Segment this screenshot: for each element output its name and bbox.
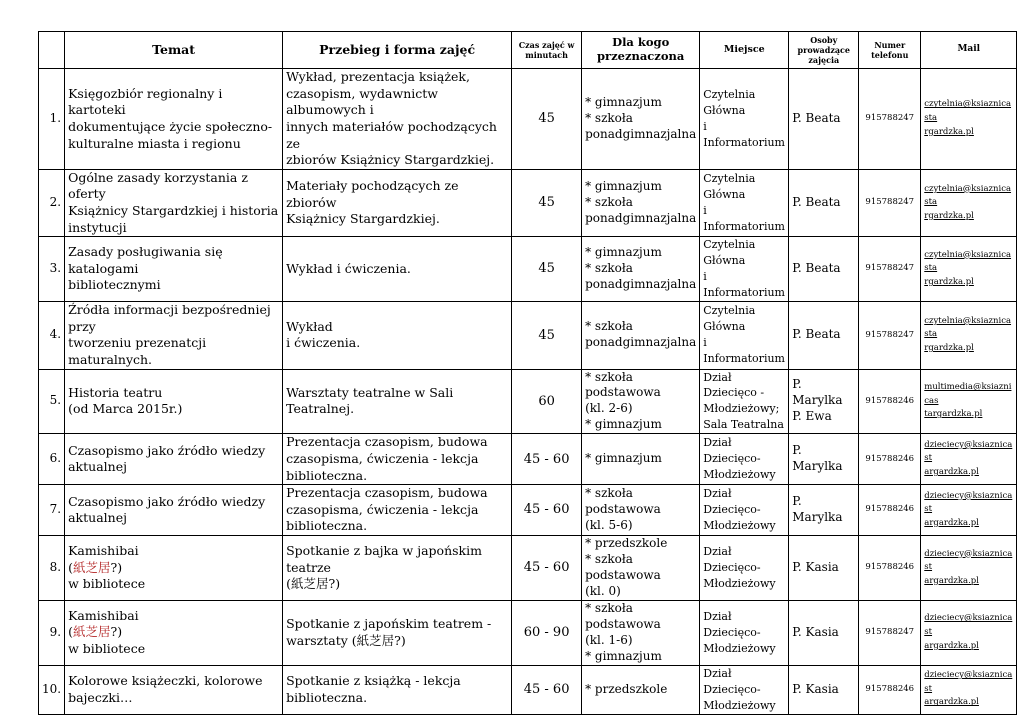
audience-line: * szkoła: [585, 319, 633, 334]
header-przebieg: Przebieg i forma zajęć: [283, 32, 512, 69]
topic-line: Kolorowe książeczki, kolorowe: [68, 672, 263, 688]
topic-line: instytucji: [68, 219, 127, 235]
course-line: innych materiałów pochodzących ze: [286, 118, 497, 151]
place-line: Młodzieżowy: [703, 576, 776, 590]
audience-line: * szkoła: [585, 110, 633, 125]
duration-cell: 60 - 90: [512, 600, 582, 665]
email-line: dzieciecy@ksiaznicast: [924, 548, 1013, 573]
phone-cell: 915788246: [859, 665, 921, 714]
topic-line: Księgozbiór regionalny i kartoteki: [68, 85, 223, 118]
course-cell: [283, 69, 512, 170]
topic-line: tworzeniu prezenatcji maturalnych.: [68, 335, 207, 367]
row-number: 1.: [39, 69, 65, 170]
topic-line: w bibliotece: [68, 576, 146, 592]
place-cell: [700, 485, 789, 536]
audience-cell: [582, 302, 700, 370]
duration-cell: 45: [512, 69, 582, 170]
email-line: rgardzka.pl: [924, 276, 974, 287]
audience-line: (kl. 2-6): [585, 401, 633, 416]
header-telefon: Numer telefonu: [859, 32, 921, 69]
topic-line: Czasopismo jako źródło wiedzy: [68, 442, 266, 458]
row-number: 2.: [39, 169, 65, 237]
instructor-cell: [789, 69, 859, 170]
audience-line: * gimnazjum: [585, 245, 662, 260]
audience-line: ponadgimnazjalna: [585, 277, 697, 292]
audience-line: * gimnazjum: [585, 179, 662, 194]
duration-cell: 45: [512, 169, 582, 237]
place-cell: [700, 665, 789, 714]
course-line: warsztaty (紙芝居?): [286, 632, 406, 648]
topic-line: dokumentujące życie społeczno-: [68, 118, 273, 134]
topic-cell: [65, 69, 283, 170]
row-number: 6.: [39, 434, 65, 485]
audience-cell: [582, 237, 700, 302]
phone-cell: 915788246: [859, 434, 921, 485]
instructor-name: P. Marylka: [792, 377, 843, 408]
kamishibai-kanji: 紙芝居: [72, 559, 111, 575]
email-link[interactable]: [921, 237, 1017, 302]
topic-line: aktualnej: [68, 459, 127, 475]
header-czas: Czas zajęć w minutach: [512, 32, 582, 69]
instructor-cell: [789, 169, 859, 237]
place-line: Młodzieżowy: [703, 641, 776, 655]
audience-line: * gimnazjum: [585, 94, 662, 109]
row-number: 10.: [39, 665, 65, 714]
place-line: Czytelnia Główna: [703, 172, 756, 202]
phone-cell: 915788246: [859, 485, 921, 536]
instructor-cell: [789, 369, 859, 434]
instructor-cell: [789, 600, 859, 665]
header-miejsce: Miejsce: [700, 32, 789, 69]
course-line: zbiorów Książnicy Stargardzkiej.: [286, 152, 495, 168]
place-cell: [700, 237, 789, 302]
email-line: rgardzka.pl: [924, 210, 974, 221]
topic-line: (紙芝居?): [68, 559, 123, 575]
topic-cell: [65, 485, 283, 536]
email-line: multimedia@ksiaznicas: [924, 382, 1012, 406]
place-line: i Informatorium: [703, 336, 785, 366]
topic-line: Zasady posługiwania się katalogami: [68, 244, 223, 276]
audience-line: * szkoła podstawowa: [585, 552, 661, 582]
instructor-cell: [789, 536, 859, 601]
course-line: biblioteczna.: [286, 689, 368, 705]
header-nr: [39, 32, 65, 69]
topic-line: Kamishibai: [68, 607, 139, 623]
instructor-name: P. Beata: [792, 110, 841, 125]
row-number: 4.: [39, 302, 65, 370]
place-cell: [700, 302, 789, 370]
duration-cell: 45: [512, 302, 582, 370]
phone-cell: 915788247: [859, 600, 921, 665]
email-line: dzieciecy@ksiaznicast: [924, 670, 1013, 694]
row-number: 9.: [39, 600, 65, 665]
audience-cell: [582, 600, 700, 665]
topic-line: kulturalne miasta i regionu: [68, 135, 241, 151]
topic-line: Źródła informacji bezpośredniej przy: [68, 302, 271, 334]
topic-line: bibliotecznymi: [68, 277, 161, 293]
audience-cell: [582, 665, 700, 714]
audience-line: * gimnazjum: [585, 648, 662, 663]
duration-cell: 45 - 60: [512, 536, 582, 601]
audience-line: * przedszkole: [585, 681, 668, 696]
audience-line: ponadgimnazjalna: [585, 335, 697, 350]
phone-cell: 915788246: [859, 369, 921, 434]
course-cell: [283, 485, 512, 536]
row-number: 8.: [39, 536, 65, 601]
instructor-name: P. Kasia: [792, 681, 839, 696]
course-line: Warsztaty teatralne w Sali Teatralnej.: [286, 384, 454, 417]
email-link[interactable]: [921, 485, 1017, 536]
topic-cell: [65, 369, 283, 434]
topic-line: Ogólne zasady korzystania z oferty: [68, 169, 248, 202]
table-row: [39, 665, 1017, 714]
table-body: [39, 69, 1017, 715]
course-cell: [283, 434, 512, 485]
topic-line: Książnicy Stargardzkiej i historia: [68, 203, 279, 218]
email-link[interactable]: [921, 536, 1017, 601]
place-line: Młodzieżowy: [703, 468, 776, 482]
place-cell: [700, 600, 789, 665]
email-line: dzieciecy@ksiaznicast: [924, 613, 1013, 637]
email-link[interactable]: [921, 434, 1017, 485]
course-cell: [283, 169, 512, 237]
audience-cell: [582, 69, 700, 170]
topic-line: Historia teatru: [68, 384, 163, 400]
topic-cell: [65, 665, 283, 714]
instructor-cell: [789, 665, 859, 714]
duration-cell: 60: [512, 369, 582, 434]
topic-line: (od Marca 2015r.): [68, 401, 183, 417]
audience-cell: [582, 536, 700, 601]
place-line: Czytelnia Główna: [703, 238, 756, 268]
topic-cell: [65, 536, 283, 601]
email-line: czytelnia@ksiaznicasta: [924, 183, 1012, 208]
place-line: Dział Dziecięco-: [703, 666, 761, 696]
audience-cell: [582, 369, 700, 434]
email-link[interactable]: [921, 369, 1017, 434]
topic-cell: [65, 302, 283, 370]
email-link[interactable]: [921, 600, 1017, 665]
schedule-table: [38, 31, 1017, 715]
instructor-name: P. Marylka: [792, 443, 843, 474]
duration-cell: 45 - 60: [512, 485, 582, 536]
instructor-name: P. Beata: [792, 327, 841, 342]
place-cell: [700, 434, 789, 485]
phone-cell: 915788247: [859, 169, 921, 237]
audience-line: * szkoła podstawowa: [585, 369, 661, 400]
topic-cell: [65, 434, 283, 485]
email-line: czytelnia@ksiaznicasta: [924, 249, 1012, 274]
instructor-cell: [789, 237, 859, 302]
topic-cell: [65, 169, 283, 237]
course-line: Książnicy Stargardzkiej.: [286, 211, 440, 227]
kamishibai-kanji: 紙芝居: [356, 632, 395, 648]
email-line: dzieciecy@ksiaznicast: [924, 490, 1013, 515]
place-line: i Informatorium: [703, 119, 785, 149]
email-line: rgardzka.pl: [924, 343, 974, 354]
email-line: argardzka.pl: [924, 575, 979, 586]
topic-line: bajeczki…: [68, 689, 133, 705]
topic-cell: [65, 600, 283, 665]
table-row: [39, 237, 1017, 302]
email-line: czytelnia@ksiaznicasta: [924, 315, 1012, 340]
table-row: [39, 600, 1017, 665]
table-row: [39, 434, 1017, 485]
email-line: targardzka.pl: [924, 409, 983, 420]
header-dla-kogo: Dla kogo przeznaczona: [582, 32, 700, 69]
phone-cell: 915788247: [859, 302, 921, 370]
place-line: i Informatorium: [703, 270, 785, 300]
course-line: biblioteczna.: [286, 518, 368, 534]
topic-line: (紙芝居?): [68, 624, 123, 640]
course-line: Prezentacja czasopism, budowa: [286, 434, 488, 450]
header-temat: Temat: [65, 32, 283, 69]
instructor-cell: [789, 485, 859, 536]
place-cell: [700, 536, 789, 601]
kamishibai-kanji: 紙芝居: [290, 576, 329, 592]
email-link[interactable]: [921, 665, 1017, 714]
course-cell: [283, 536, 512, 601]
audience-line: * szkoła podstawowa: [585, 600, 661, 631]
instructor-cell: [789, 302, 859, 370]
course-line: Wykład, prezentacja książek,: [286, 69, 470, 84]
duration-cell: 45: [512, 237, 582, 302]
place-line: Dział Dziecięco -: [703, 370, 765, 400]
course-cell: [283, 237, 512, 302]
place-line: Dział Dziecięco-: [703, 436, 761, 466]
email-line: czytelnia@ksiaznicasta: [924, 99, 1012, 124]
course-line: czasopism, wydawnictw albumowych i: [286, 85, 438, 118]
audience-line: * gimnazjum: [585, 451, 662, 466]
course-line: Spotkanie z książką - lekcja: [286, 672, 461, 688]
table-row: [39, 69, 1017, 170]
place-line: i Informatorium: [703, 204, 785, 233]
instructor-name: P. Kasia: [792, 624, 839, 639]
table-row: [39, 302, 1017, 370]
email-line: dzieciecy@ksiaznicast: [924, 439, 1013, 464]
row-number: 3.: [39, 237, 65, 302]
row-number: 5.: [39, 369, 65, 434]
header-row: [39, 32, 1017, 69]
audience-line: (kl. 5-6): [585, 518, 633, 533]
row-number: 7.: [39, 485, 65, 536]
place-line: Młodzieżowy;: [703, 402, 780, 416]
topic-line: w bibliotece: [68, 641, 146, 657]
audience-cell: [582, 485, 700, 536]
place-line: Młodzieżowy: [703, 698, 776, 712]
instructor-name: P. Kasia: [792, 559, 839, 574]
course-line: (紙芝居?): [286, 576, 341, 592]
phone-cell: 915788247: [859, 237, 921, 302]
course-text: warsztaty: [286, 632, 348, 648]
kamishibai-kanji: 紙芝居: [72, 624, 111, 640]
table-row: [39, 536, 1017, 601]
course-line: Wykład i ćwiczenia.: [286, 260, 411, 276]
audience-line: ponadgimnazjalna: [585, 210, 697, 225]
email-link[interactable]: [921, 169, 1017, 237]
course-line: i ćwiczenia.: [286, 335, 361, 351]
email-line: argardzka.pl: [924, 697, 979, 708]
phone-cell: 915788247: [859, 69, 921, 170]
instructor-cell: [789, 434, 859, 485]
audience-line: (kl. 1-6): [585, 632, 633, 647]
course-cell: [283, 665, 512, 714]
audience-line: * gimnazjum: [585, 417, 662, 432]
place-line: Dział Dziecięco-: [703, 545, 761, 574]
course-line: Wykład: [286, 318, 333, 334]
email-link[interactable]: [921, 69, 1017, 170]
audience-cell: [582, 434, 700, 485]
audience-line: * szkoła: [585, 261, 633, 276]
place-line: Dział Dziecięco-: [703, 609, 761, 639]
course-line: czasopisma, ćwiczenia - lekcja: [286, 450, 479, 466]
place-line: Czytelnia Główna: [703, 88, 756, 117]
duration-cell: 45 - 60: [512, 434, 582, 485]
audience-line: (kl. 0): [585, 583, 621, 598]
audience-line: * szkoła: [585, 195, 633, 210]
course-line: Spotkanie z bajka w japońskim teatrze: [286, 543, 482, 575]
course-cell: [283, 369, 512, 434]
course-cell: [283, 600, 512, 665]
course-line: Prezentacja czasopism, budowa: [286, 485, 488, 501]
topic-cell: [65, 237, 283, 302]
course-line: Materiały pochodzących ze zbiorów: [286, 178, 459, 210]
table-row: [39, 485, 1017, 536]
email-line: argardzka.pl: [924, 467, 979, 478]
email-link[interactable]: [921, 302, 1017, 370]
table-row: [39, 169, 1017, 237]
email-line: argardzka.pl: [924, 517, 979, 528]
audience-line: * szkoła podstawowa: [585, 486, 661, 517]
topic-line: Kamishibai: [68, 543, 139, 559]
instructor-name: P. Marylka: [792, 494, 843, 525]
topic-line: aktualnej: [68, 510, 127, 526]
instructor-name: P. Ewa: [792, 409, 832, 424]
audience-line: * przedszkole: [585, 536, 668, 551]
course-line: czasopisma, ćwiczenia - lekcja: [286, 501, 479, 517]
email-line: rgardzka.pl: [924, 126, 974, 137]
header-mail: Mail: [921, 32, 1017, 69]
table-row: [39, 369, 1017, 434]
place-line: Czytelnia Główna: [703, 304, 756, 334]
place-cell: [700, 69, 789, 170]
phone-cell: 915788246: [859, 536, 921, 601]
topic-line: Czasopismo jako źródło wiedzy: [68, 493, 266, 509]
place-line: Dział Dziecięco-: [703, 487, 761, 517]
email-line: argardzka.pl: [924, 640, 979, 651]
place-cell: [700, 369, 789, 434]
place-cell: [700, 169, 789, 237]
audience-cell: [582, 169, 700, 237]
course-cell: [283, 302, 512, 370]
course-line: Spotkanie z japońskim teatrem -: [286, 616, 492, 632]
place-line: Sala Teatralna: [703, 418, 784, 432]
place-line: Młodzieżowy: [703, 519, 776, 533]
instructor-name: P. Beata: [792, 261, 841, 276]
course-line: biblioteczna.: [286, 467, 368, 483]
audience-line: ponadgimnazjalna: [585, 126, 697, 141]
duration-cell: 45 - 60: [512, 665, 582, 714]
instructor-name: P. Beata: [792, 195, 841, 210]
header-osoby: Osoby prowadzące zajęcia: [789, 32, 859, 69]
